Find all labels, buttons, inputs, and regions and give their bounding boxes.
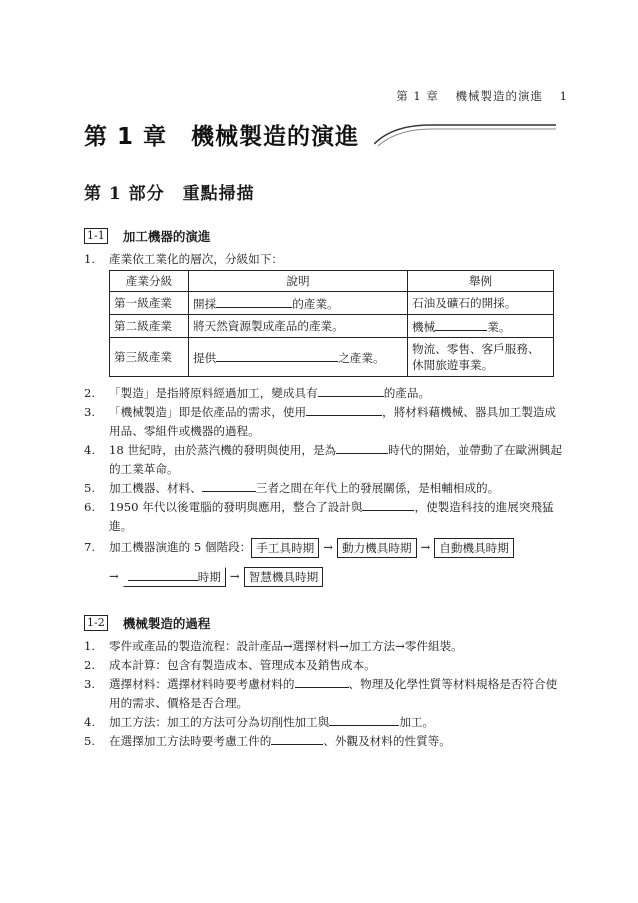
stage-box-2: 動力機具時期	[337, 538, 417, 558]
list-item	[84, 536, 564, 558]
table-cell-desc	[189, 292, 408, 315]
desc-pre: 開採	[193, 296, 217, 311]
item-number: 1.	[84, 252, 96, 266]
item-text: 加工機器演進的 5 個階段：	[109, 540, 252, 554]
item-text-post: 三者之間在年代上的發展關係，是相輔相成的。	[255, 481, 500, 495]
item-text-post: 、物理及化學性質等材料規格是否符合使用的需求、價格是否合理。	[109, 677, 558, 710]
item-text-post: 的產品。	[383, 386, 431, 400]
item-number: 1.	[84, 639, 96, 653]
item-text-pre: 18 世紀時，由於蒸汽機的發明與使用，是為	[109, 443, 337, 457]
item-text-post: ，使製造科技的進展突飛猛進。	[109, 500, 554, 533]
table-cell-level: 第二級產業	[110, 315, 189, 338]
header-topic: 機械製造的演進	[455, 89, 544, 103]
item-text-post: 、外觀及材料的性質等。	[323, 734, 451, 748]
chapter-heading	[84, 118, 556, 152]
item-number: 4.	[84, 443, 96, 457]
stage-4-suffix: 時期	[197, 570, 221, 584]
list-item	[84, 637, 564, 656]
fill-blank	[435, 318, 487, 331]
table-cell-desc	[189, 338, 408, 377]
table-cell-level: 第三級產業	[110, 338, 189, 377]
item-number: 4.	[84, 715, 96, 729]
part-title: 第 1 部分 重點掃描	[84, 184, 255, 204]
arrow-icon: →	[229, 569, 240, 583]
list-item	[84, 656, 564, 675]
item-text-post: 加工。	[399, 715, 435, 729]
fill-blank	[128, 568, 198, 581]
arrow-icon: →	[109, 569, 119, 583]
table-row	[110, 292, 554, 315]
desc-post: 之產業。	[338, 350, 385, 365]
fill-blank	[216, 295, 292, 308]
list-item	[84, 403, 564, 441]
list-item	[84, 441, 564, 479]
section-heading-1-1	[84, 225, 210, 243]
item-text-pre: 「製造」是指將原料經過加工，變成具有	[109, 386, 318, 400]
table-header-cell: 產業分級	[110, 271, 189, 292]
list-item	[84, 732, 564, 751]
item-text-post: ，將材料藉機械、器具加工製造成用品、零組件或機器的過程。	[109, 405, 557, 438]
arrow-icon: →	[420, 540, 431, 554]
item-number: 6.	[84, 500, 96, 514]
item-text-pre: 選擇材料：選擇材料時要考慮材料的	[109, 677, 295, 691]
fill-blank	[295, 675, 349, 688]
list-item	[84, 498, 564, 536]
item-number: 7.	[84, 540, 96, 554]
section-number: 1-2	[84, 615, 108, 631]
list-item	[84, 250, 564, 269]
section-title: 機械製造的過程	[122, 615, 211, 631]
table-cell-example: 石油及礦石的開採。	[408, 292, 554, 315]
fill-blank	[329, 713, 399, 726]
section-title: 加工機器的演進	[122, 228, 211, 244]
item-text-pre: 加工方法：加工的方法可分為切削性加工與	[109, 715, 330, 729]
running-header	[384, 88, 568, 104]
table-header-row	[110, 271, 554, 292]
section-heading-1-2	[84, 612, 210, 630]
chapter-decorative-rule	[374, 122, 556, 148]
desc-pre: 提供	[193, 350, 217, 365]
fill-blank	[306, 403, 382, 416]
fill-blank	[318, 384, 384, 397]
section-number: 1-1	[84, 228, 108, 244]
item-text: 產業依工業化的層次，分級如下：	[109, 252, 283, 266]
item-text-pre: 「機械製造」即是依產品的需求，使用	[109, 405, 307, 419]
fill-blank	[271, 732, 323, 745]
fill-blank	[202, 479, 256, 492]
item-text: 成本計算：包含有製造成本、管理成本及銷售成本。	[109, 658, 376, 672]
table-row	[110, 315, 554, 338]
item-number: 5.	[84, 481, 96, 495]
item-number: 5.	[84, 734, 96, 748]
item-text-pre: 在選擇加工方法時要考慮工件的	[109, 734, 272, 748]
item-text-pre: 1950 年代以後電腦的發明與應用，整合了設計與	[109, 500, 363, 514]
table-header-cell: 說明	[189, 271, 408, 292]
fill-blank	[216, 349, 338, 362]
fill-blank	[362, 498, 414, 511]
stage-box-3: 自動機具時期	[434, 538, 514, 558]
item-text: 零件或產品的製造流程：設計產品→選擇材料→加工方法→零件組裝。	[109, 639, 463, 653]
table-header-cell: 舉例	[408, 271, 554, 292]
stage-continuation	[84, 565, 564, 587]
table-cell-example	[408, 315, 554, 338]
example-post: 業。	[487, 319, 511, 334]
item-text-post: 時代的開始，並帶動了在歐洲興起的工業革命。	[109, 443, 563, 476]
item-number: 2.	[84, 658, 96, 672]
fill-blank	[336, 441, 388, 454]
list-item	[84, 479, 564, 498]
industry-level-table	[109, 270, 554, 377]
list-item	[84, 713, 564, 732]
list-item	[84, 675, 564, 713]
arrow-icon: →	[323, 540, 333, 554]
chapter-title: 第 1 章 機械製造的演進	[84, 124, 360, 150]
desc-post: 的產業。	[292, 296, 339, 311]
item-number: 3.	[84, 405, 96, 419]
item-text-pre: 加工機器、材料、	[109, 481, 202, 495]
item-number: 2.	[84, 386, 96, 400]
table-cell-level: 第一級產業	[110, 292, 189, 315]
item-number: 3.	[84, 677, 96, 691]
list-item	[84, 384, 564, 403]
table-cell-example: 物流、零售、客戶服務、休閒旅遊事業。	[408, 338, 554, 377]
header-chapter: 第 1 章	[396, 89, 439, 103]
stage-box-1: 手工具時期	[251, 538, 319, 558]
stage-box-5: 智慧機具時期	[244, 567, 324, 587]
table-cell-desc: 將天然資源製成產品的產業。	[189, 315, 408, 338]
stage-box-4	[123, 567, 226, 587]
table-row	[110, 338, 554, 377]
header-page-number: 1	[559, 89, 568, 103]
example-pre: 機械	[412, 319, 436, 334]
